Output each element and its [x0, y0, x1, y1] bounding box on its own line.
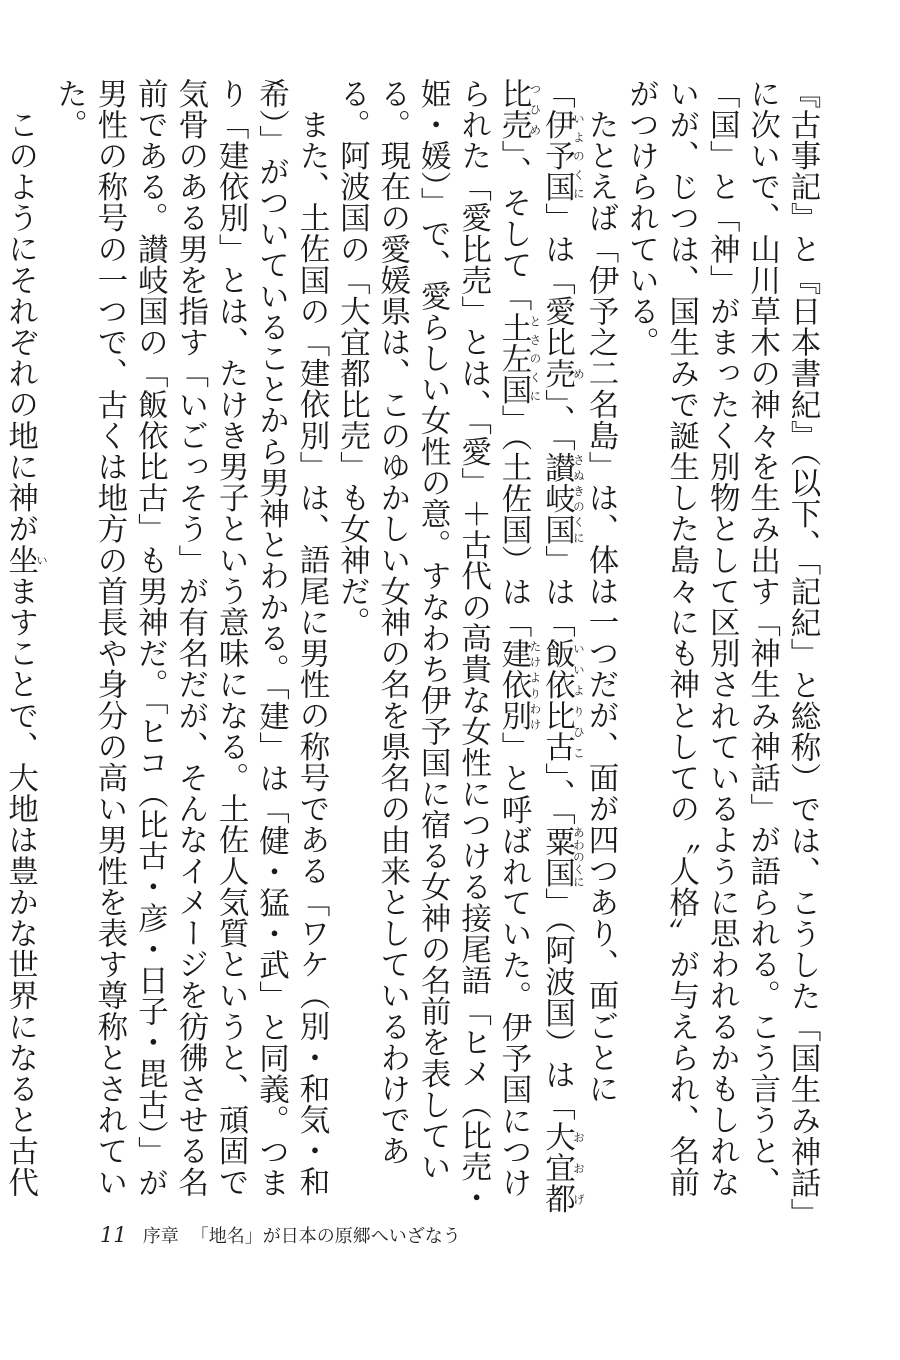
furigana: たけよりわけ [528, 638, 543, 732]
furigana: さぬきのくに [571, 451, 586, 546]
paragraph: このようにそれぞれの地に神が坐いますことで、大地は豊かな世界になると古代 [2, 108, 50, 1198]
ruby-annotated-word: 粟国あわのくに [539, 825, 586, 888]
ruby-annotated-word: 坐い [2, 543, 50, 576]
paragraph: 『古事記』と『日本書紀』（以下、「記紀」と総称）では、こうした「国生み神話」に次いで、山川草木の神々を生み出す「神生み神話」が語られる。こう言うと、「国」と「神」がまったく別物として区別されているように思われるかもしれないが、じつは、国生みで誕生した島々にも神としての〝人格〟が与えられ、名前がつけられている。 [623, 78, 820, 1215]
furigana: め [571, 357, 586, 390]
furigana: あわのくに [571, 825, 586, 888]
paragraph: たとえば「伊予之二名島」は、体は一つだが、面が四つあり、面ごとに「伊予国いよのくに」は「愛比売め」、「讃岐国さぬきのくに」は「飯依比古いいよりひこ」、「粟国あわのくに」（阿波国）は「大宜都比売おおげつひめ」、そして「土左国とさのくに」（土佐国）は「建依別たけよりわけ」と呼ばれていた。伊予国につけられた「愛比売」とは、「愛」＋古代の高貴な女性につける接尾語「ヒメ（比売・姫・媛）」で、愛らしい女性の意。すなわち伊予国に宿る女神の名前を表している。現在の愛媛県は、このゆかしい女神の名を県名の由来としているわけである。阿波国の「大宜都比売」も女神だ。 [334, 78, 618, 1215]
chapter-label: 序章 [142, 1226, 179, 1247]
furigana: いよのくに [571, 109, 586, 203]
ruby-annotated-word: 大宜都比売おおげつひめ [495, 78, 586, 1215]
ruby-annotated-word: 飯依比古いいよりひこ [539, 638, 586, 763]
page-number: 11 [100, 1223, 127, 1247]
furigana: とさのくに [528, 311, 543, 405]
ruby-annotated-word: 建依別たけよりわけ [495, 638, 543, 732]
ruby-annotated-word: 売め [539, 357, 586, 390]
chapter-title: 「地名」が日本の原郷へいざなう [190, 1226, 461, 1247]
running-footer [100, 1222, 461, 1248]
ruby-annotated-word: 讃岐国さぬきのくに [539, 451, 586, 546]
paragraph: また、土佐国の「建依別」は、語尾に男性の称号である「ワケ（別・和気・和希）」がついていることから男神とわかる。「建」は「健・猛・武」と同義。つまり「建依別」とは、たけき男子という意味になる。土佐人気質というと、頑固で気骨のある男を指す「いごっそう」が有名だが、そんなイメージを彷彿させる名前である。讃岐国の「飯依比古」も男神だ。「ヒコ（比古・彦・日子・毘古）」が男性の称号の一つで、古くは地方の首長や身分の高い男性を表す尊称とされていた。 [51, 78, 329, 1199]
furigana: おおげつひめ [528, 78, 586, 1215]
furigana: い [35, 543, 50, 575]
ruby-annotated-word: 土左国とさのくに [495, 311, 543, 405]
ruby-annotated-word: 伊予国いよのくに [539, 109, 586, 203]
furigana: いいよりひこ [571, 638, 586, 763]
body-text [2, 78, 822, 1218]
